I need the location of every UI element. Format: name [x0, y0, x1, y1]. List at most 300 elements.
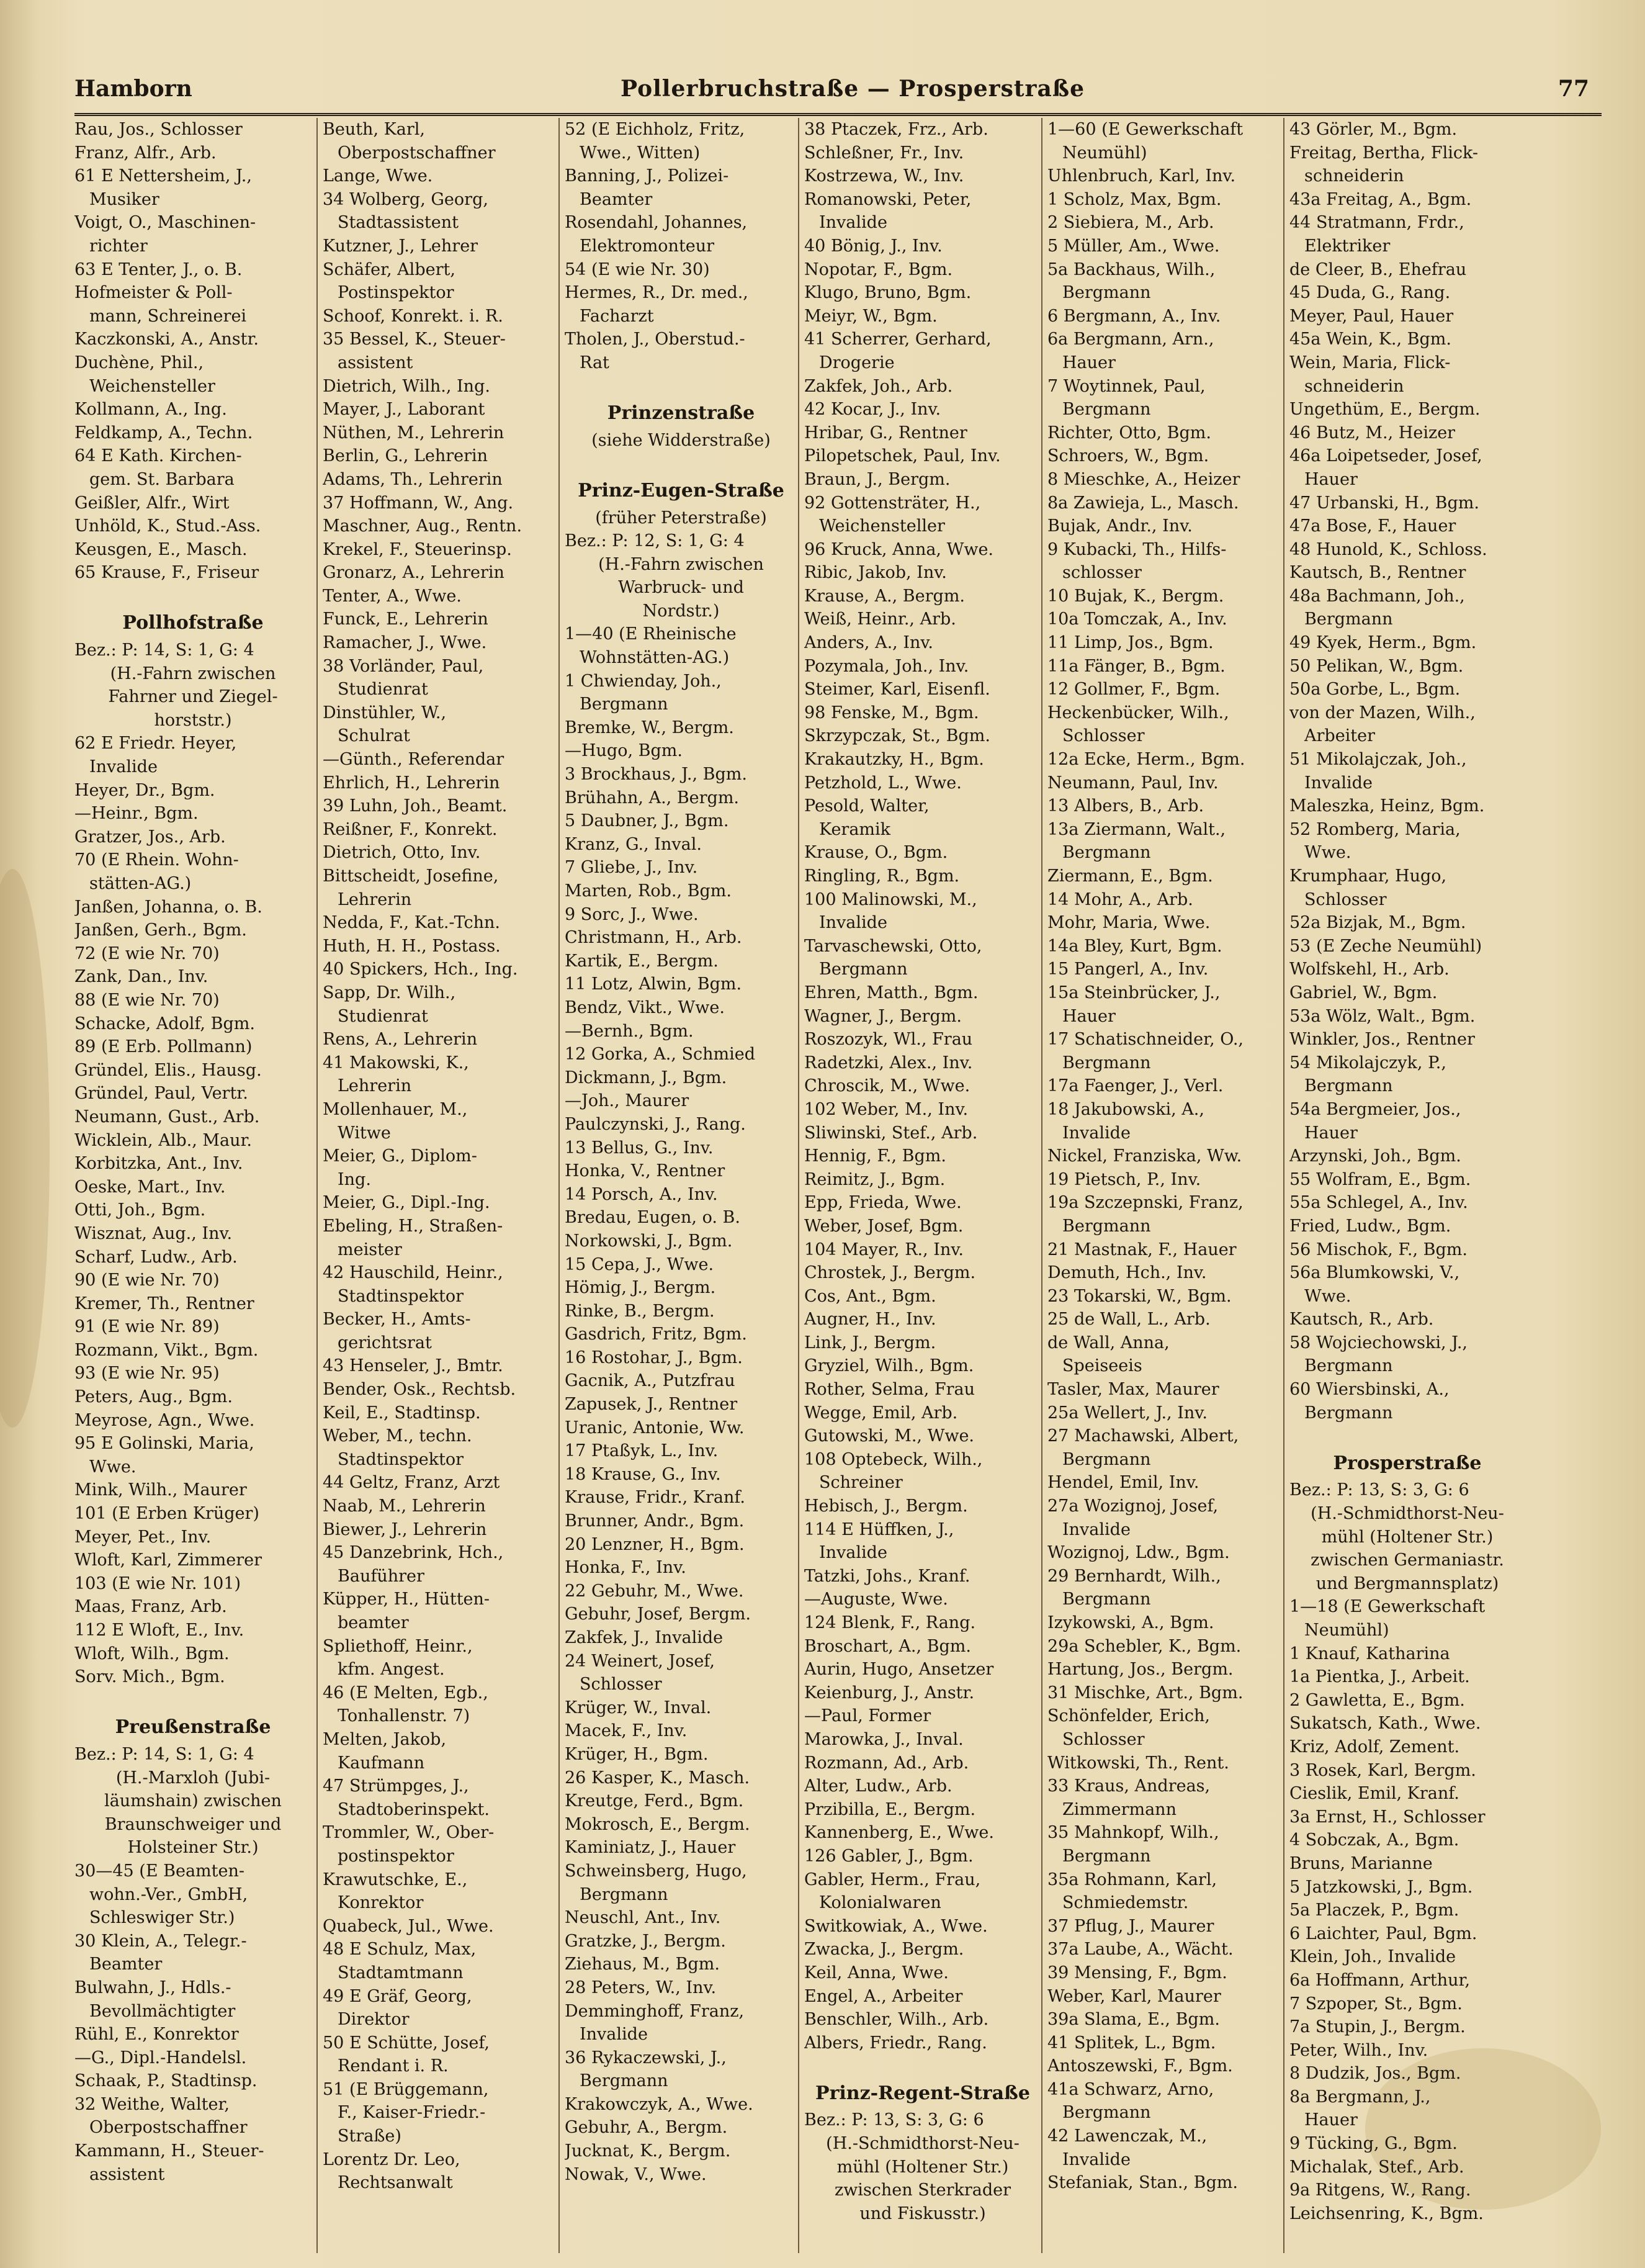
- entry-continuation: Bergmann: [1062, 843, 1151, 863]
- entry-continuation: Bergmann: [580, 2071, 668, 2091]
- directory-entry: 12 Gollmer, F., Bgm.: [1047, 680, 1221, 700]
- entry-continuation: Bergmann: [1062, 283, 1151, 303]
- street-note: zwischen Germaniastr.: [1311, 1550, 1504, 1570]
- column-2: [316, 118, 562, 2253]
- directory-entry: Kautsch, B., Rentner: [1289, 563, 1466, 583]
- directory-entry: 55a Schlegel, A., Inv.: [1289, 1193, 1468, 1213]
- paper-stain: [0, 869, 50, 1428]
- directory-entry: 5a Backhaus, Wilh.,: [1047, 259, 1216, 279]
- entry-continuation: Rendant i. R.: [338, 2056, 449, 2076]
- directory-entry: Uranic, Antonie, Ww.: [565, 1418, 745, 1438]
- column-1: [74, 118, 315, 2253]
- entry-continuation: assistent: [338, 353, 413, 372]
- directory-entry: Bender, Osk., Rechtsb.: [323, 1380, 516, 1400]
- entry-continuation: Schleswiger Str.): [89, 1908, 235, 1928]
- entry-continuation: Rechtsanwalt: [338, 2173, 453, 2193]
- directory-entry: Kannenberg, E., Wwe.: [804, 1823, 994, 1843]
- entry-continuation: Neumühl): [1062, 143, 1147, 163]
- directory-entry: Krause, A., Bergm.: [804, 586, 966, 606]
- directory-entry: 6 Laichter, Paul, Bgm.: [1289, 1924, 1477, 1943]
- directory-entry: Freitag, Bertha, Flick-: [1289, 143, 1479, 163]
- directory-entry: 63 E Tenter, J., o. B.: [74, 259, 243, 279]
- entry-continuation: Schlosser: [1062, 1729, 1145, 1749]
- directory-entry: Witkowski, Th., Rent.: [1047, 1753, 1229, 1773]
- entry-continuation: Invalide: [1304, 773, 1373, 793]
- directory-entry: 39 Mensing, F., Bgm.: [1047, 1963, 1227, 1982]
- directory-entry: Korbitzka, Ant., Inv.: [74, 1154, 243, 1174]
- directory-entry: Bez.: P: 13, S: 3, G: 6: [1289, 1480, 1469, 1500]
- street-note: Braunschweiger und: [104, 1814, 282, 1834]
- directory-entry: Gebuhr, A., Bergm.: [565, 2118, 728, 2138]
- directory-entry: 93 (E wie Nr. 95): [74, 1364, 220, 1384]
- directory-entry: Macek, F., Inv.: [565, 1721, 688, 1741]
- directory-entry: 23 Tokarski, W., Bgm.: [1047, 1286, 1232, 1306]
- directory-entry: 18 Jakubowski, A.,: [1047, 1099, 1204, 1119]
- directory-entry: 13a Ziermann, Walt.,: [1047, 819, 1226, 839]
- directory-entry: Schaak, P., Stadtinsp.: [74, 2071, 258, 2091]
- directory-entry: 11a Fänger, B., Bgm.: [1047, 656, 1226, 676]
- directory-entry: Kranz, G., Inval.: [565, 834, 702, 854]
- directory-entry: Rens, A., Lehrerin: [323, 1030, 478, 1050]
- entry-continuation: Rat: [580, 353, 609, 372]
- entry-continuation: Bergmann: [1062, 1846, 1151, 1866]
- directory-entry: Janßen, Johanna, o. B.: [74, 897, 262, 917]
- directory-entry: Wolfskehl, H., Arb.: [1289, 960, 1450, 979]
- street-note: Fahrner und Ziegel-: [108, 687, 278, 707]
- directory-entry: 88 (E wie Nr. 70): [74, 990, 220, 1010]
- entry-continuation: Lehrerin: [338, 889, 412, 909]
- directory-entry: 50 E Schütte, Josef,: [323, 2033, 490, 2053]
- directory-entry: 9 Kubacki, Th., Hilfs-: [1047, 539, 1227, 559]
- entry-continuation: Studienrat: [338, 1006, 428, 1026]
- street-note: (H.-Schmidthorst-Neu-: [826, 2134, 1020, 2154]
- entry-continuation: Invalide: [580, 2025, 648, 2045]
- entry-continuation: Invalide: [1062, 2149, 1131, 2169]
- directory-entry: Epp, Frieda, Wwe.: [804, 1193, 962, 1213]
- directory-entry: 6 Bergmann, A., Inv.: [1047, 306, 1221, 326]
- entry-continuation: Arbeiter: [1304, 726, 1376, 746]
- directory-entry: Ungethüm, E., Bergm.: [1289, 400, 1481, 420]
- directory-entry: Ebeling, H., Straßen-: [323, 1216, 503, 1236]
- directory-entry: Keil, E., Stadtinsp.: [323, 1403, 481, 1423]
- directory-entry: 8a Bergmann, J.,: [1289, 2087, 1431, 2107]
- entry-continuation: mann, Schreinerei: [89, 306, 247, 326]
- directory-entry: Tarvaschewski, Otto,: [804, 936, 982, 956]
- entry-continuation: assistent: [89, 2164, 165, 2184]
- entry-continuation: schlosser: [1062, 563, 1142, 583]
- street-note: (früher Peterstraße): [595, 508, 767, 528]
- entry-continuation: Elektriker: [1304, 236, 1391, 256]
- directory-entry: Schäfer, Albert,: [323, 259, 455, 279]
- directory-entry: Honka, F., Inv.: [565, 1558, 686, 1578]
- directory-entry: Peter, Wilh., Inv.: [1289, 2040, 1428, 2060]
- directory-entry: Wloft, Wilh., Bgm.: [74, 1644, 230, 1663]
- directory-entry: 5 Jatzkowski, J., Bgm.: [1289, 1877, 1473, 1897]
- street-heading: Prinz-Eugen-Straße: [578, 479, 784, 502]
- directory-entry: Reißner, F., Konrekt.: [323, 819, 498, 839]
- directory-entry: Tasler, Max, Maurer: [1047, 1380, 1219, 1400]
- directory-entry: Bittscheidt, Josefine,: [323, 866, 499, 886]
- entry-continuation: Invalide: [89, 757, 158, 777]
- directory-entry: Chroscik, M., Wwe.: [804, 1076, 970, 1096]
- entry-continuation: Bergmann: [1062, 2103, 1151, 2123]
- directory-entry: Leichsenring, K., Bgm.: [1289, 2203, 1484, 2223]
- directory-entry: Kostrzewa, W., Inv.: [804, 166, 964, 186]
- directory-entry: Link, J., Bergm.: [804, 1333, 936, 1352]
- directory-entry: 49 E Gräf, Georg,: [323, 1986, 472, 2006]
- directory-entry: 55 Wolfram, E., Bgm.: [1289, 1169, 1471, 1189]
- directory-entry: 35 Mahnkopf, Wilh.,: [1047, 1823, 1219, 1843]
- entry-continuation: Bergmann: [1062, 1216, 1151, 1236]
- directory-entry: 41a Schwarz, Arno,: [1047, 2079, 1214, 2099]
- directory-entry: 44 Stratmann, Frdr.,: [1289, 213, 1464, 233]
- directory-entry: Feldkamp, A., Techn.: [74, 423, 253, 443]
- directory-entry: Gründel, Paul, Vertr.: [74, 1084, 248, 1104]
- directory-entry: Braun, J., Bergm.: [804, 469, 951, 489]
- directory-entry: Dinstühler, W.,: [323, 703, 447, 722]
- directory-entry: 1 Knauf, Katharina: [1289, 1644, 1450, 1663]
- directory-entry: 124 Blenk, F., Rang.: [804, 1613, 976, 1632]
- entry-continuation: Witwe: [338, 1123, 391, 1143]
- directory-entry: Meier, G., Diplom-: [323, 1146, 477, 1166]
- directory-entry: Heyer, Dr., Bgm.: [74, 780, 215, 800]
- directory-entry: 1 Chwienday, Joh.,: [565, 671, 722, 691]
- entry-continuation: Zimmermann: [1062, 1799, 1177, 1819]
- entry-continuation: Bevollmächtigter: [89, 2001, 236, 2021]
- directory-entry: 6a Bergmann, Arn.,: [1047, 330, 1214, 349]
- directory-entry: Wein, Maria, Flick-: [1289, 353, 1451, 372]
- directory-entry: 48a Bachmann, Joh.,: [1289, 586, 1465, 606]
- directory-entry: Broschart, A., Bgm.: [804, 1636, 971, 1656]
- directory-entry: Hofmeister & Poll-: [74, 283, 233, 303]
- directory-entry: 53a Wölz, Walt., Bgm.: [1289, 1006, 1476, 1026]
- directory-entry: Switkowiak, A., Wwe.: [804, 1916, 988, 1936]
- column-3: [558, 118, 801, 2253]
- entry-continuation: Direktor: [338, 2010, 410, 2030]
- directory-entry: 54 (E wie Nr. 30): [565, 259, 710, 279]
- directory-entry: 19a Szczepnski, Franz,: [1047, 1193, 1244, 1213]
- entry-continuation: Bergmann: [580, 1884, 668, 1904]
- directory-entry: 126 Gabler, J., Bgm.: [804, 1846, 974, 1866]
- directory-entry: Wicklein, Alb., Maur.: [74, 1130, 253, 1150]
- directory-entry: Demuth, Hch., Inv.: [1047, 1263, 1207, 1283]
- directory-entry: Gryziel, Wilh., Bgm.: [804, 1356, 974, 1376]
- entry-continuation: Straße): [338, 2126, 401, 2146]
- street-note: mühl (Holtener Str.): [1321, 1527, 1494, 1547]
- directory-entry: Kriz, Adolf, Zement.: [1289, 1737, 1460, 1757]
- entry-continuation: Wwe.: [1304, 1286, 1351, 1306]
- directory-entry: 13 Albers, B., Arb.: [1047, 796, 1204, 816]
- directory-entry: Keusgen, E., Masch.: [74, 539, 248, 559]
- directory-entry: Meyer, Pet., Inv.: [74, 1527, 212, 1547]
- directory-entry: 32 Weithe, Walter,: [74, 2094, 230, 2114]
- entry-continuation: Bergmann: [1062, 1590, 1151, 1609]
- directory-entry: 17 Ptaßyk, L., Inv.: [565, 1441, 719, 1461]
- entry-continuation: Bergmann: [1304, 1356, 1393, 1376]
- directory-entry: Pozymala, Joh., Inv.: [804, 656, 969, 676]
- directory-entry: Zwacka, J., Bergm.: [804, 1940, 964, 1960]
- directory-entry: —Paul, Former: [804, 1706, 931, 1726]
- entry-continuation: Invalide: [819, 913, 887, 933]
- directory-entry: —G., Dipl.-Handelsl.: [74, 2048, 247, 2068]
- directory-entry: 9 Tücking, G., Bgm.: [1289, 2134, 1458, 2154]
- entry-continuation: meister: [338, 1240, 402, 1259]
- directory-entry: von der Mazen, Wilh.,: [1289, 703, 1476, 722]
- directory-entry: Nowak, V., Wwe.: [565, 2164, 707, 2184]
- directory-entry: 51 (E Brüggemann,: [323, 2079, 489, 2099]
- directory-entry: 50 Pelikan, W., Bgm.: [1289, 656, 1464, 676]
- directory-entry: 28 Peters, W., Inv.: [565, 1978, 717, 1997]
- entry-continuation: Stadtamtmann: [338, 1963, 464, 1982]
- directory-entry: Izykowski, A., Bgm.: [1047, 1613, 1214, 1632]
- directory-entry: Nopotar, F., Bgm.: [804, 259, 953, 279]
- street-note: (H.-Marxloh (Jubi-: [115, 1768, 271, 1788]
- directory-entry: Franz, Alfr., Arb.: [74, 143, 217, 163]
- directory-entry: —Auguste, Wwe.: [804, 1590, 948, 1609]
- directory-entry: Trommler, W., Ober-: [323, 1823, 495, 1843]
- directory-entry: 5 Müller, Am., Wwe.: [1047, 236, 1220, 256]
- directory-entry: Gratzke, J., Bergm.: [565, 1931, 726, 1951]
- entry-continuation: Stadtassistent: [338, 213, 459, 233]
- directory-entry: Kollmann, A., Ing.: [74, 400, 227, 420]
- directory-entry: Demminghoff, Franz,: [565, 2001, 745, 2021]
- entry-continuation: Hauer: [1062, 1006, 1116, 1026]
- directory-entry: Brühahn, A., Bergm.: [565, 788, 740, 808]
- directory-entry: 42 Hauschild, Heinr.,: [323, 1263, 503, 1283]
- directory-entry: Neumann, Gust., Arb.: [74, 1107, 260, 1127]
- directory-entry: 12a Ecke, Herm., Bgm.: [1047, 750, 1245, 770]
- directory-entry: Gründel, Elis., Hausg.: [74, 1060, 262, 1080]
- directory-entry: Roszozyk, Wl., Frau: [804, 1030, 973, 1050]
- directory-entry: Pilopetschek, Paul, Inv.: [804, 446, 1001, 466]
- directory-entry: Petzhold, L., Wwe.: [804, 773, 962, 793]
- directory-entry: Kutzner, J., Lehrer: [323, 236, 478, 256]
- directory-entry: Hermes, R., Dr. med.,: [565, 283, 748, 303]
- directory-entry: 112 E Wloft, E., Inv.: [74, 1621, 244, 1640]
- directory-entry: 104 Mayer, R., Inv.: [804, 1240, 964, 1259]
- directory-entry: Neumann, Paul, Inv.: [1047, 773, 1219, 793]
- spacer: [74, 585, 312, 608]
- directory-entry: —Joh., Maurer: [565, 1091, 689, 1111]
- entry-continuation: Weichensteller: [819, 516, 945, 536]
- directory-entry: 15 Pangerl, A., Inv.: [1047, 960, 1209, 979]
- entry-continuation: Schreiner: [819, 1473, 903, 1493]
- directory-entry: Krakautzky, H., Bgm.: [804, 750, 984, 770]
- directory-entry: Tatzki, Johs., Kranf.: [804, 1566, 970, 1586]
- entry-continuation: F., Kaiser-Friedr.-: [338, 2103, 486, 2123]
- directory-entry: 64 E Kath. Kirchen-: [74, 446, 242, 466]
- entry-continuation: Konrektor: [338, 1893, 424, 1913]
- directory-entry: Przibilla, E., Bergm.: [804, 1799, 976, 1819]
- directory-entry: Hendel, Emil, Inv.: [1047, 1473, 1199, 1493]
- street-heading: Prinz-Regent-Straße: [815, 2082, 1030, 2104]
- entry-continuation: Neumühl): [1304, 1621, 1389, 1640]
- directory-entry: 9a Ritgens, W., Rang.: [1289, 2180, 1471, 2200]
- directory-entry: Mohr, Maria, Wwe.: [1047, 913, 1211, 933]
- directory-entry: Kremer, Th., Rentner: [74, 1294, 254, 1313]
- directory-entry: 41 Splitek, L., Bgm.: [1047, 2033, 1216, 2053]
- directory-entry: Fried, Ludw., Bgm.: [1289, 1216, 1451, 1236]
- directory-entry: Klugo, Bruno, Bgm.: [804, 283, 972, 303]
- directory-entry: Lorentz Dr. Leo,: [323, 2149, 460, 2169]
- street-heading: Prinzenstraße: [607, 402, 755, 425]
- entry-continuation: Bergmann: [580, 695, 668, 714]
- street-note: (H.-Schmidthorst-Neu-: [1311, 1504, 1504, 1524]
- directory-entry: Quabeck, Jul., Wwe.: [323, 1916, 494, 1936]
- directory-entry: 92 Gottensträter, H.,: [804, 493, 981, 513]
- entry-continuation: Schlosser: [580, 1675, 662, 1694]
- directory-entry: 46 (E Melten, Egb.,: [323, 1683, 488, 1703]
- directory-entry: Wozignoj, Ldw., Bgm.: [1047, 1543, 1230, 1563]
- spacer: [565, 452, 797, 475]
- directory-entry: 43 Henseler, J., Bmtr.: [323, 1356, 503, 1376]
- directory-entry: Mayer, J., Laborant: [323, 400, 485, 420]
- directory-entry: 27a Wozignoj, Josef,: [1047, 1496, 1219, 1516]
- directory-entry: Ringling, R., Bgm.: [804, 866, 960, 886]
- directory-entry: Zapusek, J., Rentner: [565, 1395, 738, 1415]
- directory-entry: Uhlenbruch, Karl, Inv.: [1047, 166, 1236, 186]
- directory-entry: Heckenbücker, Wilh.,: [1047, 703, 1229, 722]
- directory-entry: 22 Gebuhr, M., Wwe.: [565, 1581, 744, 1601]
- directory-entry: Neuschl, Ant., Inv.: [565, 1908, 721, 1928]
- directory-entry: 90 (E wie Nr. 70): [74, 1271, 220, 1290]
- entry-continuation: Lehrerin: [338, 1076, 412, 1096]
- directory-entry: 108 Optebeck, Wilh.,: [804, 1449, 983, 1469]
- directory-entry: Bujak, Andr., Inv.: [1047, 516, 1193, 536]
- directory-entry: Janßen, Gerh., Bgm.: [74, 920, 247, 940]
- directory-entry: 65 Krause, F., Friseur: [74, 563, 259, 583]
- directory-entry: Cieslik, Emil, Kranf.: [1289, 1784, 1459, 1804]
- directory-entry: Weber, Josef, Bgm.: [804, 1216, 964, 1236]
- directory-entry: 43 Görler, M., Bgm.: [1289, 120, 1458, 139]
- entry-continuation: Wwe.: [1304, 843, 1351, 863]
- directory-entry: Hartung, Jos., Bergm.: [1047, 1660, 1234, 1680]
- directory-entry: Wegge, Emil, Arb.: [804, 1403, 958, 1423]
- directory-entry: Spliethoff, Heinr.,: [323, 1636, 473, 1656]
- directory-entry: 17a Faenger, J., Verl.: [1047, 1076, 1224, 1096]
- entry-continuation: Speiseeis: [1062, 1356, 1142, 1376]
- directory-entry: Kaczkonski, A., Anstr.: [74, 330, 259, 349]
- directory-entry: 29 Bernhardt, Wilh.,: [1047, 1566, 1221, 1586]
- directory-entry: Kreutge, Ferd., Bgm.: [565, 1791, 744, 1811]
- entry-continuation: kfm. Angest.: [338, 1660, 445, 1680]
- directory-entry: 47 Urbanski, H., Bgm.: [1289, 493, 1479, 513]
- directory-entry: Kartik, E., Bergm.: [565, 951, 719, 971]
- directory-entry: 3 Rosek, Karl, Bergm.: [1289, 1760, 1476, 1780]
- directory-entry: 52a Bizjak, M., Bgm.: [1289, 913, 1466, 933]
- directory-entry: Geißler, Alfr., Wirt: [74, 493, 230, 513]
- directory-entry: 10 Bujak, K., Bergm.: [1047, 586, 1224, 606]
- spacer: [74, 1689, 312, 1712]
- directory-entry: Wagner, J., Bergm.: [804, 1006, 962, 1026]
- directory-entry: Ramacher, J., Wwe.: [323, 633, 487, 653]
- directory-entry: 40 Spickers, Hch., Ing.: [323, 960, 518, 979]
- directory-entry: Romanowski, Peter,: [804, 189, 972, 209]
- directory-entry: Rau, Jos., Schlosser: [74, 120, 243, 139]
- directory-entry: Christmann, H., Arb.: [565, 928, 742, 948]
- directory-entry: Bez.: P: 13, S: 3, G: 6: [804, 2110, 984, 2130]
- directory-entry: Schoof, Konrekt. i. R.: [323, 306, 503, 326]
- entry-continuation: Schulrat: [338, 726, 410, 746]
- directory-entry: 61 E Nettersheim, J.,: [74, 166, 252, 186]
- column-6: [1283, 118, 1529, 2253]
- directory-entry: Sorv. Mich., Bgm.: [74, 1667, 225, 1687]
- directory-entry: Tenter, A., Wwe.: [323, 586, 462, 606]
- directory-entry: 37a Laube, A., Wächt.: [1047, 1940, 1234, 1960]
- directory-entry: Ehrlich, H., Lehrerin: [323, 773, 500, 793]
- directory-entry: Krumphaar, Hugo,: [1289, 866, 1447, 886]
- directory-entry: 25 de Wall, L., Arb.: [1047, 1310, 1211, 1330]
- directory-entry: 30—45 (E Beamten-: [74, 1861, 244, 1881]
- directory-entry: 11 Limp, Jos., Bgm.: [1047, 633, 1214, 653]
- directory-entry: 31 Mischke, Art., Bgm.: [1047, 1683, 1244, 1703]
- street-heading: Preußenstraße: [115, 1716, 271, 1739]
- entry-continuation: Postinspektor: [338, 283, 454, 303]
- directory-entry: Zakfek, J., Invalide: [565, 1628, 724, 1647]
- directory-entry: Bez.: P: 14, S: 1, G: 4: [74, 1744, 254, 1764]
- directory-entry: —Heinr., Bgm.: [74, 804, 199, 824]
- directory-entry: Weber, M., techn.: [323, 1426, 472, 1446]
- entry-continuation: schneiderin: [1304, 166, 1404, 186]
- entry-continuation: Schlosser: [1304, 889, 1387, 909]
- directory-entry: 6a Hoffmann, Arthur,: [1289, 1970, 1471, 1990]
- directory-entry: 39 Luhn, Joh., Beamt.: [323, 796, 508, 816]
- directory-entry: 1 Scholz, Max, Bgm.: [1047, 189, 1222, 209]
- entry-continuation: Hauer: [1062, 353, 1116, 372]
- directory-entry: 12 Gorka, A., Schmied: [565, 1045, 756, 1064]
- directory-entry: 17 Schatischneider, O.,: [1047, 1030, 1244, 1050]
- directory-entry: Keienburg, J., Anstr.: [804, 1683, 975, 1703]
- column-4: [798, 118, 1045, 2253]
- directory-entry: 30 Klein, A., Telegr.-: [74, 1931, 247, 1951]
- directory-entry: Krüger, H., Bgm.: [565, 1744, 709, 1764]
- entry-continuation: Ing.: [338, 1169, 371, 1189]
- directory-entry: Krause, Fridr., Kranf.: [565, 1488, 745, 1508]
- entry-continuation: Hauer: [1304, 469, 1358, 489]
- directory-entry: 45a Wein, K., Bgm.: [1289, 330, 1451, 349]
- street-note: (H.-Fahrn zwischen: [598, 554, 764, 574]
- directory-entry: Banning, J., Polizei-: [565, 166, 729, 186]
- directory-entry: Ehren, Matth., Bgm.: [804, 983, 979, 1002]
- directory-entry: 4 Sobczak, A., Bgm.: [1289, 1830, 1459, 1850]
- directory-entry: Beuth, Karl,: [323, 120, 426, 139]
- directory-entry: Stefaniak, Stan., Bgm.: [1047, 2173, 1238, 2193]
- directory-entry: Meier, G., Dipl.-Ing.: [323, 1193, 490, 1213]
- directory-entry: 35a Rohmann, Karl,: [1047, 1870, 1217, 1889]
- directory-entry: 36 Rykaczewski, J.,: [565, 2048, 727, 2068]
- directory-entry: Reimitz, J., Bgm.: [804, 1169, 946, 1189]
- directory-entry: 16 Rostohar, J., Bgm.: [565, 1348, 743, 1367]
- street-note: (H.-Fahrn zwischen: [110, 664, 276, 683]
- directory-entry: 14 Porsch, A., Inv.: [565, 1184, 718, 1204]
- directory-entry: Dietrich, Otto, Inv.: [323, 843, 481, 863]
- directory-entry: Bruns, Marianne: [1289, 1853, 1433, 1873]
- entry-continuation: gerichtsrat: [338, 1333, 432, 1352]
- directory-entry: 38 Ptaczek, Frz., Arb.: [804, 120, 988, 139]
- directory-entry: Bulwahn, J., Hdls.-: [74, 1978, 231, 1997]
- spacer: [804, 2054, 1041, 2078]
- directory-entry: 101 (E Erben Krüger): [74, 1504, 259, 1524]
- directory-entry: Krakowczyk, A., Wwe.: [565, 2094, 753, 2114]
- directory-entry: Schacke, Adolf, Bgm.: [74, 1014, 255, 1033]
- directory-entry: 54 Mikolajczyk, P.,: [1289, 1053, 1446, 1073]
- directory-entry: Sukatsch, Kath., Wwe.: [1289, 1714, 1481, 1734]
- directory-entry: Kammann, H., Steuer-: [74, 2141, 264, 2161]
- directory-entry: Maas, Franz, Arb.: [74, 1597, 227, 1617]
- directory-entry: Alter, Ludw., Arb.: [804, 1776, 952, 1796]
- header-street-range: Pollerbruchstraße — Prosperstraße: [621, 76, 1085, 102]
- directory-entry: Krause, O., Bgm.: [804, 843, 948, 863]
